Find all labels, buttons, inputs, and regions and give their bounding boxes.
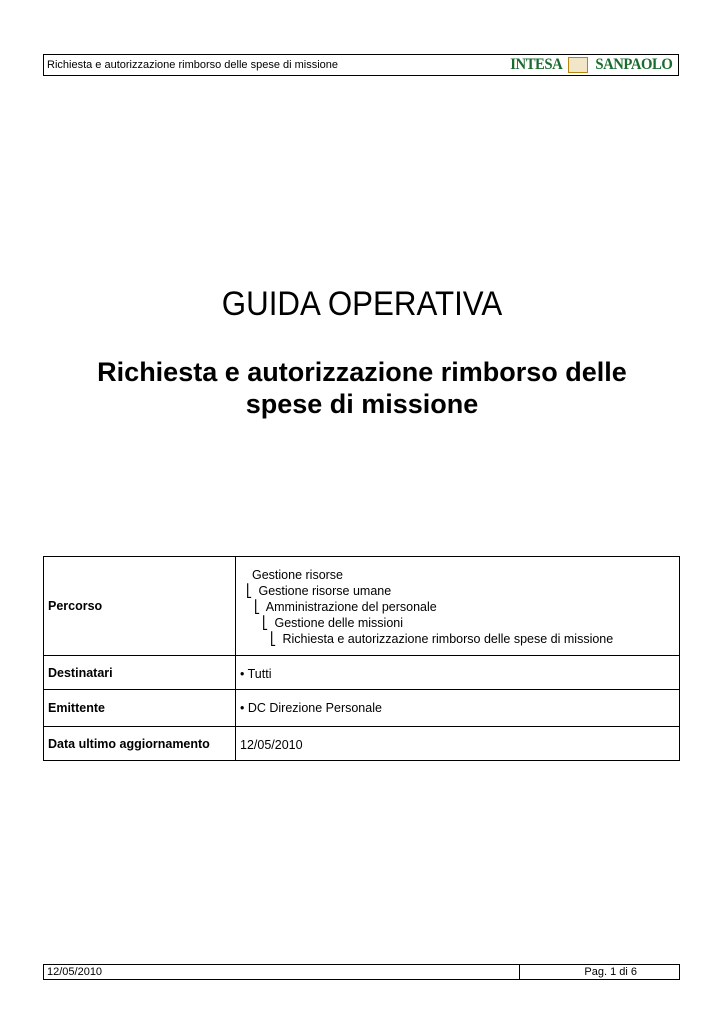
- table-row: [44, 690, 680, 727]
- table-row: [44, 656, 680, 690]
- tree-branch-icon: ⎣: [270, 632, 277, 646]
- info-table: [43, 556, 680, 761]
- path-label: Gestione delle missioni: [274, 616, 404, 630]
- tree-branch-icon: ⎣: [254, 600, 261, 614]
- footer-date: 12/05/2010: [44, 965, 520, 979]
- table-row: [44, 557, 680, 656]
- logo-text-right: SANPAOLO: [595, 56, 673, 73]
- path-level-2: [240, 599, 675, 615]
- path-level-4: [240, 631, 675, 647]
- page-header: [43, 54, 679, 76]
- emittente-label: Emittente: [44, 690, 236, 727]
- percorso-value: [236, 557, 680, 656]
- logo-text-left: INTESA: [509, 56, 563, 73]
- data-aggiornamento-value: 12/05/2010: [240, 738, 303, 752]
- table-row: [44, 727, 680, 761]
- path-level-1: [240, 583, 675, 599]
- tree-branch-icon: ⎣: [262, 616, 269, 630]
- path-label: Richiesta e autorizzazione rimborso delle spese di missione: [282, 632, 614, 646]
- path-level-3: [240, 615, 675, 631]
- data-aggiornamento-label: Data ultimo aggiornamento: [44, 727, 236, 761]
- document-subtitle: Richiesta e autorizzazione rimborso delle spese di missione: [97, 357, 627, 419]
- intesa-sanpaolo-logo: [508, 55, 678, 75]
- destinatari-value: • Tutti: [240, 667, 272, 681]
- logo-emblem-icon: [568, 57, 588, 73]
- path-label: Gestione risorse: [252, 568, 344, 582]
- path-label: Amministrazione del personale: [265, 600, 437, 614]
- page-number: Pag. 1 di 6: [584, 966, 637, 978]
- header-title: Richiesta e autorizzazione rimborso delle spese di missione: [47, 59, 339, 71]
- percorso-label: Percorso: [44, 557, 236, 656]
- destinatari-label: Destinatari: [44, 656, 236, 690]
- path-label: Gestione risorse umane: [258, 584, 392, 598]
- path-level-0: [240, 567, 675, 583]
- path-tree: [240, 557, 675, 647]
- document-title: GUIDA OPERATIVA: [221, 285, 503, 323]
- page-footer: [43, 964, 680, 980]
- tree-branch-icon: ⎣: [246, 584, 253, 598]
- emittente-value: • DC Direzione Personale: [240, 701, 382, 715]
